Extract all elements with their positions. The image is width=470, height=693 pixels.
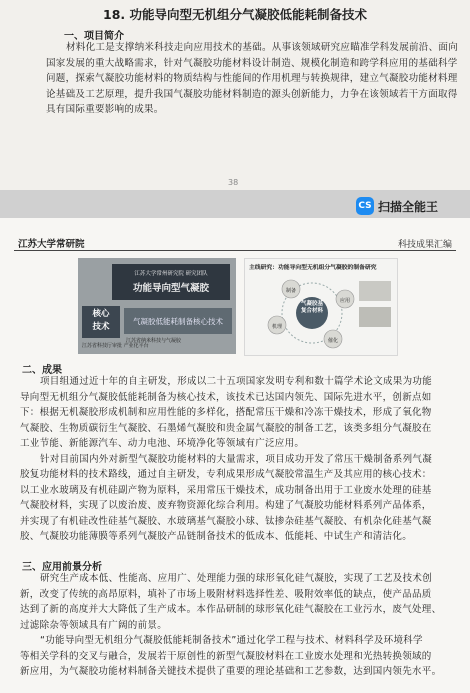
text-line: 国家发展的重大战略需求，针对气凝胶功能材料设计制造、规模化制造和跨学科应用的基础科学 [46, 57, 458, 69]
scanner-watermark [356, 196, 438, 216]
text-line: 以工业水玻璃及有机硅副产物为原料，采用常压干燥技术，成功制备出用于工业废水处理的硅基 [20, 484, 432, 496]
promo-title: 功能导向型气凝胶 [132, 283, 209, 294]
promo-core-line1: 核心 [92, 309, 110, 319]
text-line: 新应用，为气凝胶功能材料制备关键技术提供了重要的理论基础和工艺参数，达到国内领先水平。 [20, 666, 442, 677]
previous-page [0, 0, 470, 190]
text-line: 等相关学科的交叉与融合，发展若干原创性的新型气凝胶材料在工业废水处理和光热转换领域的 [20, 650, 432, 662]
diagram-title: 主线研究：功能导向型无机组分气凝胶的制备研究 [249, 265, 377, 271]
promo-core-badge [82, 306, 120, 338]
header-collection: 科技成果汇编 [397, 240, 452, 250]
text-line: 过滤除杂等领域具有广阔的前景。 [20, 619, 168, 631]
text-line: 工业节能、新能源汽车、动力电池、环境净化等领域有广泛应用。 [20, 438, 305, 449]
research-diagram [244, 258, 398, 356]
diagram-node-label: 机理 [271, 324, 282, 330]
scanner-label: 扫描全能王 [378, 199, 439, 214]
text-line: “功能导向型无机组分气凝胶低能耗制备技术”通过化学工程与技术、材料科学及环境科学 [40, 635, 423, 646]
section1-heading: 一、项目简介 [64, 31, 124, 42]
text-line: 导向型无机组分气凝胶低能耗制备为核心技术，该技术已达国内领先、国际先进水平，创新点如 [20, 391, 432, 403]
text-line: 问题，探索气凝胶功能材料的物质结构与性能间的作用机理与转换规律，建立气凝胶功能材料理 [46, 73, 458, 84]
diagram-node-label: 制备 [285, 288, 296, 294]
text-line: 研究生产成本低、性能高、应用广、处理能力强的球形氧化硅气凝胶，实现了工艺及技术创 [40, 573, 433, 584]
promo-band: 气凝胶低能耗制备核心技术 [124, 308, 232, 334]
camscanner-logo-icon: CS [356, 197, 374, 215]
text-line: 达到了新的高度并大大降低了生产成本。本作品研制的球形氧化硅气凝胶在工业污水，废气处理、 [20, 604, 442, 615]
promo-footer-1: 江苏省纳米科技与气凝胶 [126, 338, 182, 344]
text-line: 项目组通过近十年的自主研发，形成以二十五项国家发明专利和数十篇学术论文成果为功能 [40, 376, 433, 387]
promo-title-block [112, 264, 230, 300]
page-number: 38 [228, 178, 239, 187]
section1-body [46, 40, 470, 118]
promo-image [78, 258, 236, 354]
text-line: 论基础及工艺原理，提升我国气凝胶功能材料制造的源头创新能力，力争在该领域若干方面取得 [46, 88, 458, 100]
section3-heading: 三、应用前景分析 [22, 562, 102, 573]
text-line: 气凝胶、生物质碳衍生气凝胶、石墨烯气凝胶和贵金属气凝胶的制备工艺，该类多组分气凝胶在 [20, 422, 432, 434]
section2-heading: 二、成果 [22, 365, 62, 376]
text-line: 材料化工是支撑纳米科技走向应用技术的基础。从事该领域研究应瞄准学科发展前沿、面向 [66, 42, 459, 53]
diagram-center-label: 气凝胶基复合材料 [300, 301, 323, 314]
promo-small-text: 江苏大学常州研究院 研究团队 [134, 271, 208, 277]
current-page [0, 218, 470, 693]
section2-body [20, 374, 460, 545]
header-institute: 江苏大学常研院 [18, 239, 85, 250]
text-line: 具有国际重要影响的成果。 [46, 104, 164, 115]
section3-body [20, 571, 460, 680]
text-line: 下：根据无机凝胶形成机制和应用性能的多样化，搭配常压干燥和冷冻干燥技术，形成了氧化物 [20, 407, 432, 418]
diagram-node-label: 应用 [339, 298, 350, 304]
section-title: 18. 功能导向型无机组分气凝胶低能耗制备技术 [103, 7, 367, 22]
header-rule [14, 250, 456, 251]
text-line: 针对目前国内外对新型气凝胶功能材料的大量需求，项目成功开发了常压干燥制备系列气凝 [40, 453, 433, 465]
text-line: 气凝胶材料，实现了以废治废、废弃物资源化综合利用。构建了气凝胶功能材料系列产品体系， [20, 500, 432, 511]
text-line: 并实现了有机硅改性硅基气凝胶、水玻璃基气凝胶小球、钛掺杂硅基气凝胶、有机杂化硅基气凝 [20, 515, 432, 527]
text-line: 胶复功能材料的技术路线，通过自主研发，专利成果形成气凝胶常温生产及其应用的核心技术： [20, 469, 432, 480]
promo-core-line2: 技术 [92, 322, 110, 332]
promo-footer-2: 江苏省科技厅审批 产业化平台 [82, 343, 149, 349]
text-line: 胶、气凝胶功能薄膜等系列气凝胶产品链制备技术的低成本、低能耗、中试生产和清洁化。 [20, 531, 413, 542]
text-line: 新，改变了传统的高昂原料，填补了市场上吸附材料选择性差、吸附效率低的缺点，使产品品质 [20, 588, 432, 600]
diagram-node-label: 催化 [327, 338, 338, 344]
